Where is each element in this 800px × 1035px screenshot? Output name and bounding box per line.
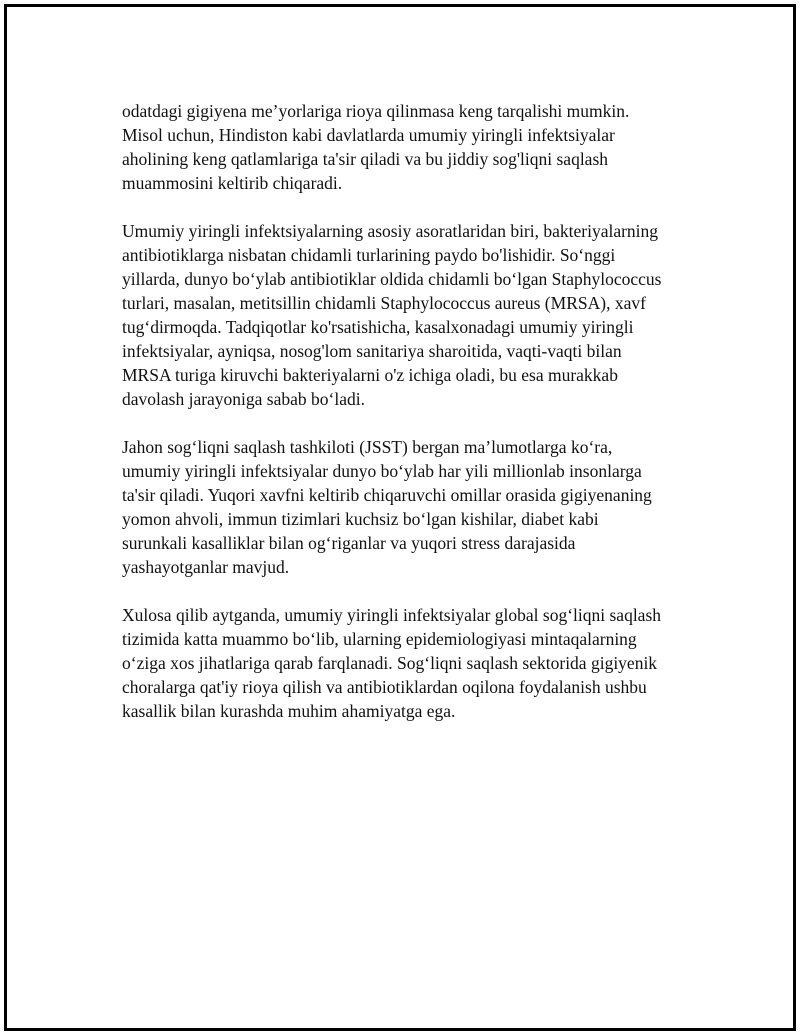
paragraph-3: Jahon sog‘liqni saqlash tashkiloti (JSST) bergan ma’lumotlarga ko‘ra, umumiy yiringli infektsiyalar dunyo bo‘ylab har yili millionlab insonlarga ta'sir qiladi. Yuqori xavfni keltirib chiqaruvchi omillar orasida gigiyenaning yomon ahvoli, immun tizimlari kuchsiz bo‘lgan kishilar, diabet kabi surunkali kasalliklar bilan og‘riganlar va yuqori stress darajasida yashayotganlar mavjud. [122,437,652,577]
document-body [122,99,712,747]
paragraph-1: odatdagi gigiyena me’yorlariga rioya qilinmasa keng tarqalishi mumkin. Misol uchun, Hindiston kabi davlatlarda umumiy yiringli infektsiyalar aholining keng qatlamlariga ta'sir qiladi va bu jiddiy sog'liqni saqlash muammosini keltirib chiqaradi. [122,101,630,193]
document-page [4,4,796,1031]
paragraph-4: Xulosa qilib aytganda, umumiy yiringli infektsiyalar global sog‘liqni saqlash tizimida katta muammo bo‘lib, ularning epidemiologiyasi mintaqalarning o‘ziga xos jihatlariga qarab farqlanadi. Sog‘liqni saqlash sektorida gigiyenik choralarga qat'iy rioya qilish va antibiotiklardan oqilona foydalanish ushbu kasallik bilan kurashda muhim ahamiyatga ega. [122,605,662,721]
paragraph-2: Umumiy yiringli infektsiyalarning asosiy asoratlaridan biri, bakteriyalarning antibiotiklarga nisbatan chidamli turlarining paydo bo'lishidir. So‘nggi yillarda, dunyo bo‘ylab antibiotiklar oldida chidamli bo‘lgan Staphylococcus turlari, masalan, metitsillin chidamli Staphylococcus aureus (MRSA), xavf tug‘dirmoqda. Tadqiqotlar ko'rsatishicha, kasalxonadagi umumiy yiringli infektsiyalar, ayniqsa, nosog'lom sanitariya sharoitida, vaqti-vaqti bilan MRSA turiga kiruvchi bakteriyalarni o'z ichiga oladi, bu esa murakkab davolash jarayoniga sabab bo‘ladi. [122,221,662,409]
